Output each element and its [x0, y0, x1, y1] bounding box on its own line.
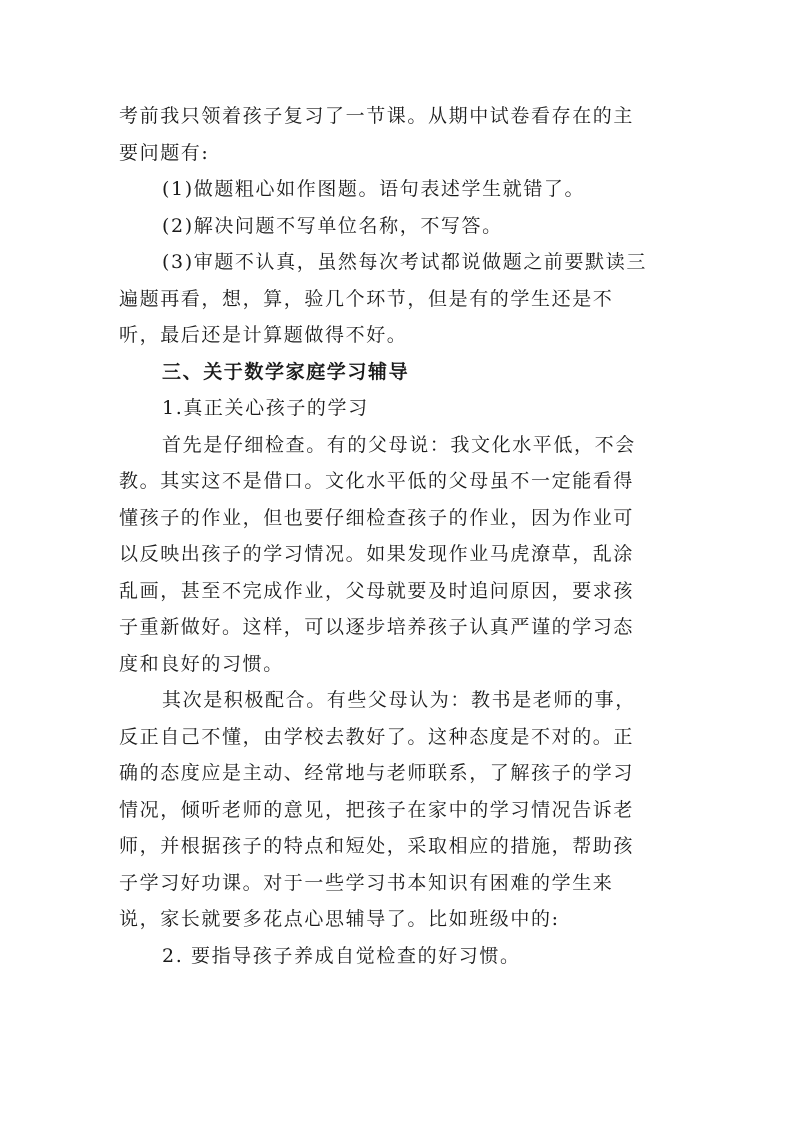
text-line: 子重新做好。这样，可以逐步培养孩子认真严谨的学习态: [119, 616, 635, 638]
document-body: [119, 98, 679, 974]
text-line: 确的态度应是主动、经常地与老师联系，了解孩子的学习: [119, 762, 635, 784]
text-line: 考前我只领着孩子复习了一节课。从期中试卷看存在的主: [119, 105, 635, 127]
section-heading: 三、关于数学家庭学习辅导: [162, 360, 410, 383]
text-line: 遍题再看，想，算，验几个环节，但是有的学生还是不: [119, 287, 614, 310]
text-line: 反正自己不懂，由学校去教好了。这种态度是不对的。正: [119, 725, 635, 748]
text-line: 说，家长就要多花点心思辅导了。比如班级中的:: [119, 908, 560, 930]
text-line: 度和良好的习惯。: [119, 652, 284, 675]
list-item: (3)审题不认真，虽然每次考试都说做题之前要默读三: [162, 251, 647, 273]
text-line: 教。其实这不是借口。文化水平低的父母虽不一定能看得: [119, 470, 635, 492]
subsection-heading: 1.真正关心孩子的学习: [162, 397, 369, 419]
list-item: (2)解决问题不写单位名称，不写答。: [162, 214, 503, 237]
text-line: 情况，倾听老师的意见，把孩子在家中的学习情况告诉老: [119, 798, 635, 821]
subsection-heading: 2. 要指导孩子养成自觉检查的好习惯。: [162, 944, 521, 967]
list-item: (1)做题粗心如作图题。语句表述学生就错了。: [162, 178, 586, 200]
text-line: 要问题有:: [119, 141, 210, 164]
text-line: 其次是积极配合。有些父母认为：教书是老师的事，: [162, 689, 636, 711]
text-line: 首先是仔细检查。有的父母说：我文化水平低，不会: [162, 433, 636, 456]
text-line: 乱画，甚至不完成作业，父母就要及时追问原因，要求孩: [119, 579, 635, 602]
text-line: 听，最后还是计算题做得不好。: [119, 324, 408, 346]
text-line: 以反映出孩子的学习情况。如果发现作业马虎潦草，乱涂: [119, 543, 635, 565]
text-line: 师，并根据孩子的特点和短处，采取相应的措施，帮助孩: [119, 835, 635, 857]
text-line: 懂孩子的作业，但也要仔细检查孩子的作业，因为作业可: [119, 506, 635, 529]
text-line: 子学习好功课。对于一些学习书本知识有困难的学生来: [119, 871, 614, 894]
